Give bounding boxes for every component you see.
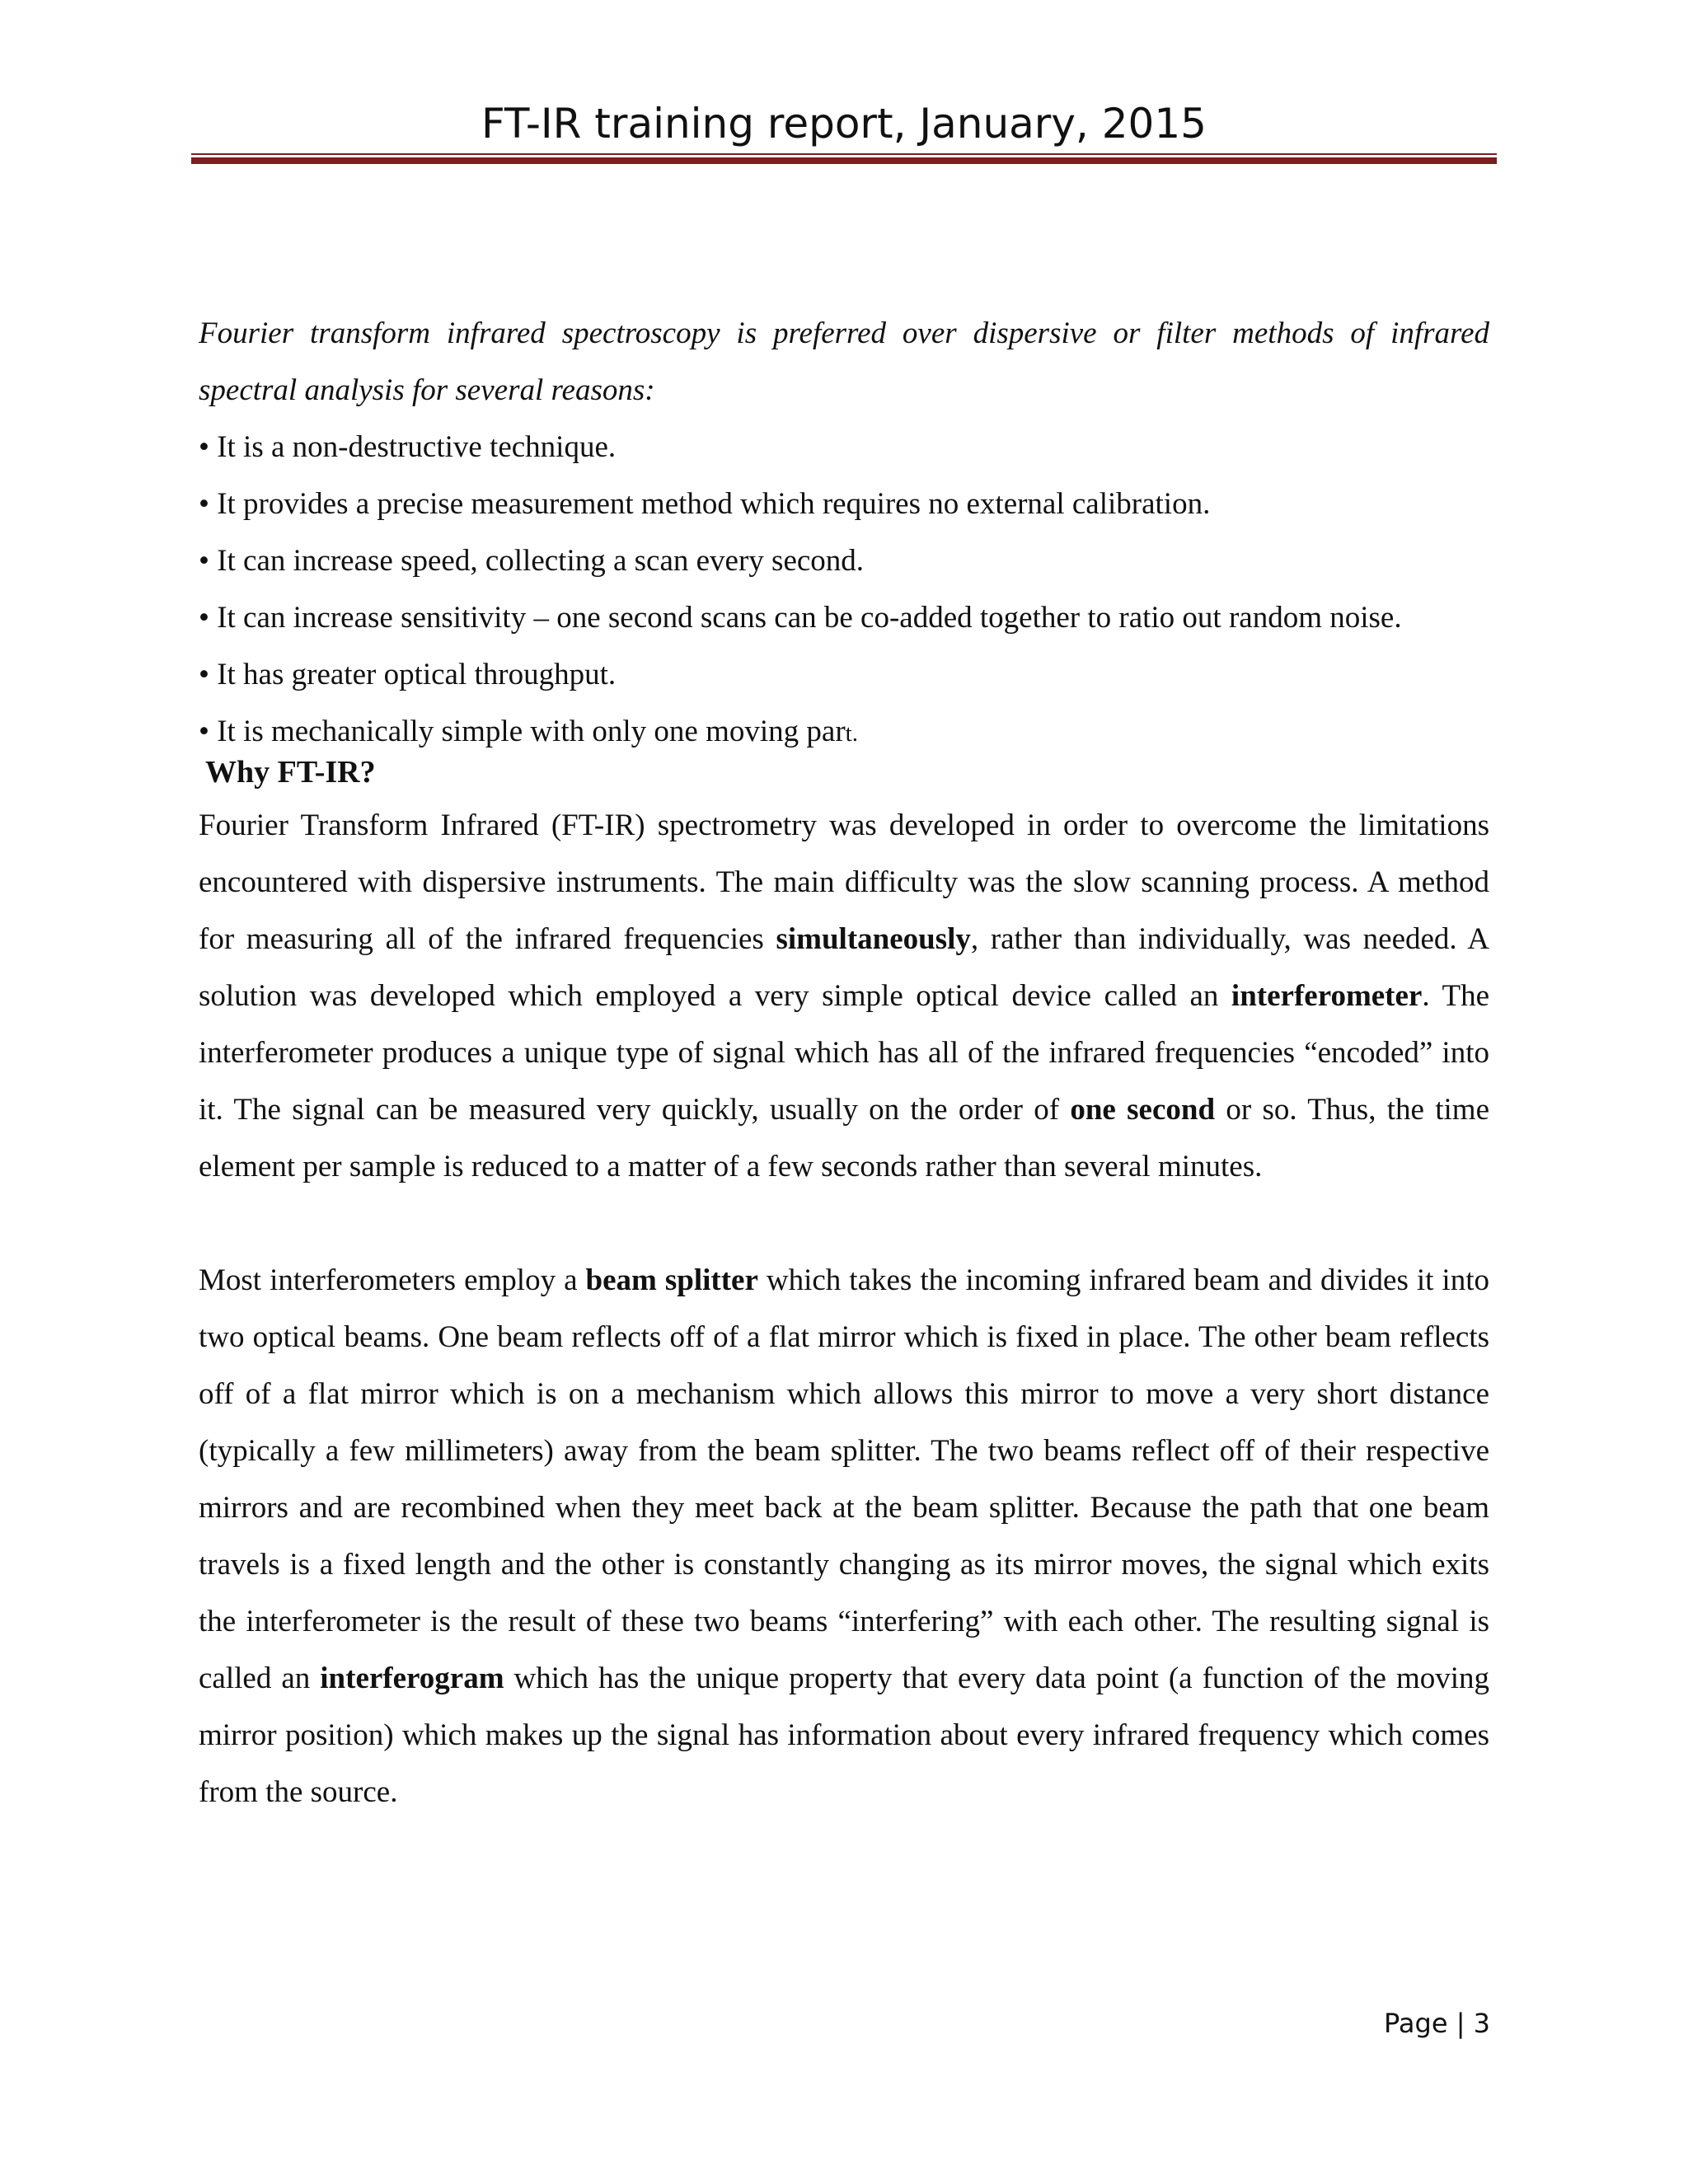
- section-heading: Why FT-IR?: [205, 755, 376, 790]
- bullet-item: • It has greater optical throughput.: [199, 658, 617, 691]
- para2-bold-beam-splitter: beam splitter: [585, 1263, 758, 1297]
- para1-bold-interferometer: interferometer: [1231, 979, 1423, 1013]
- body-content: [199, 305, 1489, 1821]
- header-rule-thick: [191, 157, 1497, 164]
- bullet-item: • It provides a precise measurement method which requires no external calibration.: [199, 487, 1211, 521]
- para2-bold-interferogram: interferogram: [320, 1661, 504, 1695]
- para1-text-3: . The interferometer produces a unique type of signal which has all of the infrared frequencies “encoded” into it. The signal can be measured very quickly, usually on the order of: [199, 979, 1490, 1127]
- para2-text-1: Most interferometers employ a: [199, 1263, 586, 1297]
- bullet-item: • It is a non-destructive technique.: [199, 430, 617, 464]
- header-title: FT-IR training report, January, 2015: [481, 100, 1207, 148]
- para1-text-1: Fourier Transform Infrared (FT-IR) spectrometry was developed in order to overcome the limitations encountered with dispersive instruments. The main difficulty was the slow scanning process. A method for measuring all of the infrared frequencies: [199, 808, 1489, 956]
- bullet-last-text: • It is mechanically simple with only one moving par: [199, 715, 846, 748]
- para1-bold-simultaneously: simultaneously: [776, 922, 971, 956]
- para1-bold-one-second: one second: [1070, 1093, 1216, 1127]
- para1-text-2: , rather than individually, was needed. A solution was developed which employed a very simple optical device called an: [199, 922, 1489, 1013]
- para1-text-4: or so. Thus, the time element per sample is reduced to a matter of a few seconds rather than several minutes.: [199, 1093, 1489, 1183]
- header-rule-thin: [191, 153, 1497, 155]
- paragraph-gap: [199, 1195, 1489, 1252]
- page-number: Page | 3: [1384, 2008, 1490, 2039]
- para2-text-3: which has the unique property that every data point (a function of the moving mirror position) which makes up the signal has information about every infrared frequency which comes from the source.: [199, 1661, 1489, 1809]
- bullet-last-tail: t.: [845, 720, 858, 747]
- bullet-item: • It can increase sensitivity – one second scans can be co-added together to ratio out random noise.: [199, 601, 1402, 635]
- paragraph-why-ftir: [199, 797, 1489, 1195]
- para2-text-2: which takes the incoming infrared beam and divides it into two optical beams. One beam reflects off of a flat mirror which is fixed in place. The other beam reflects off of a flat mirror which is on a mechanism which allows this mirror to move a very short distance (typically a few millimeters) away from the beam splitter. The two beams reflect off of their respective mirrors and are recombined when they meet back at the beam splitter. Because the path that one beam travels is a fixed length and the other is constantly changing as its mirror moves, the signal which exits the interferometer is the result of these two beams “interfering” with each other. The resulting signal is called an: [199, 1263, 1489, 1695]
- bullet-item: • It can increase speed, collecting a scan every second.: [199, 544, 865, 578]
- paragraph-beam-splitter: [199, 1252, 1489, 1821]
- intro-paragraph: Fourier transform infrared spectroscopy is preferred over dispersive or filter methods of infrared spectral analysis for several reasons:: [199, 316, 1489, 407]
